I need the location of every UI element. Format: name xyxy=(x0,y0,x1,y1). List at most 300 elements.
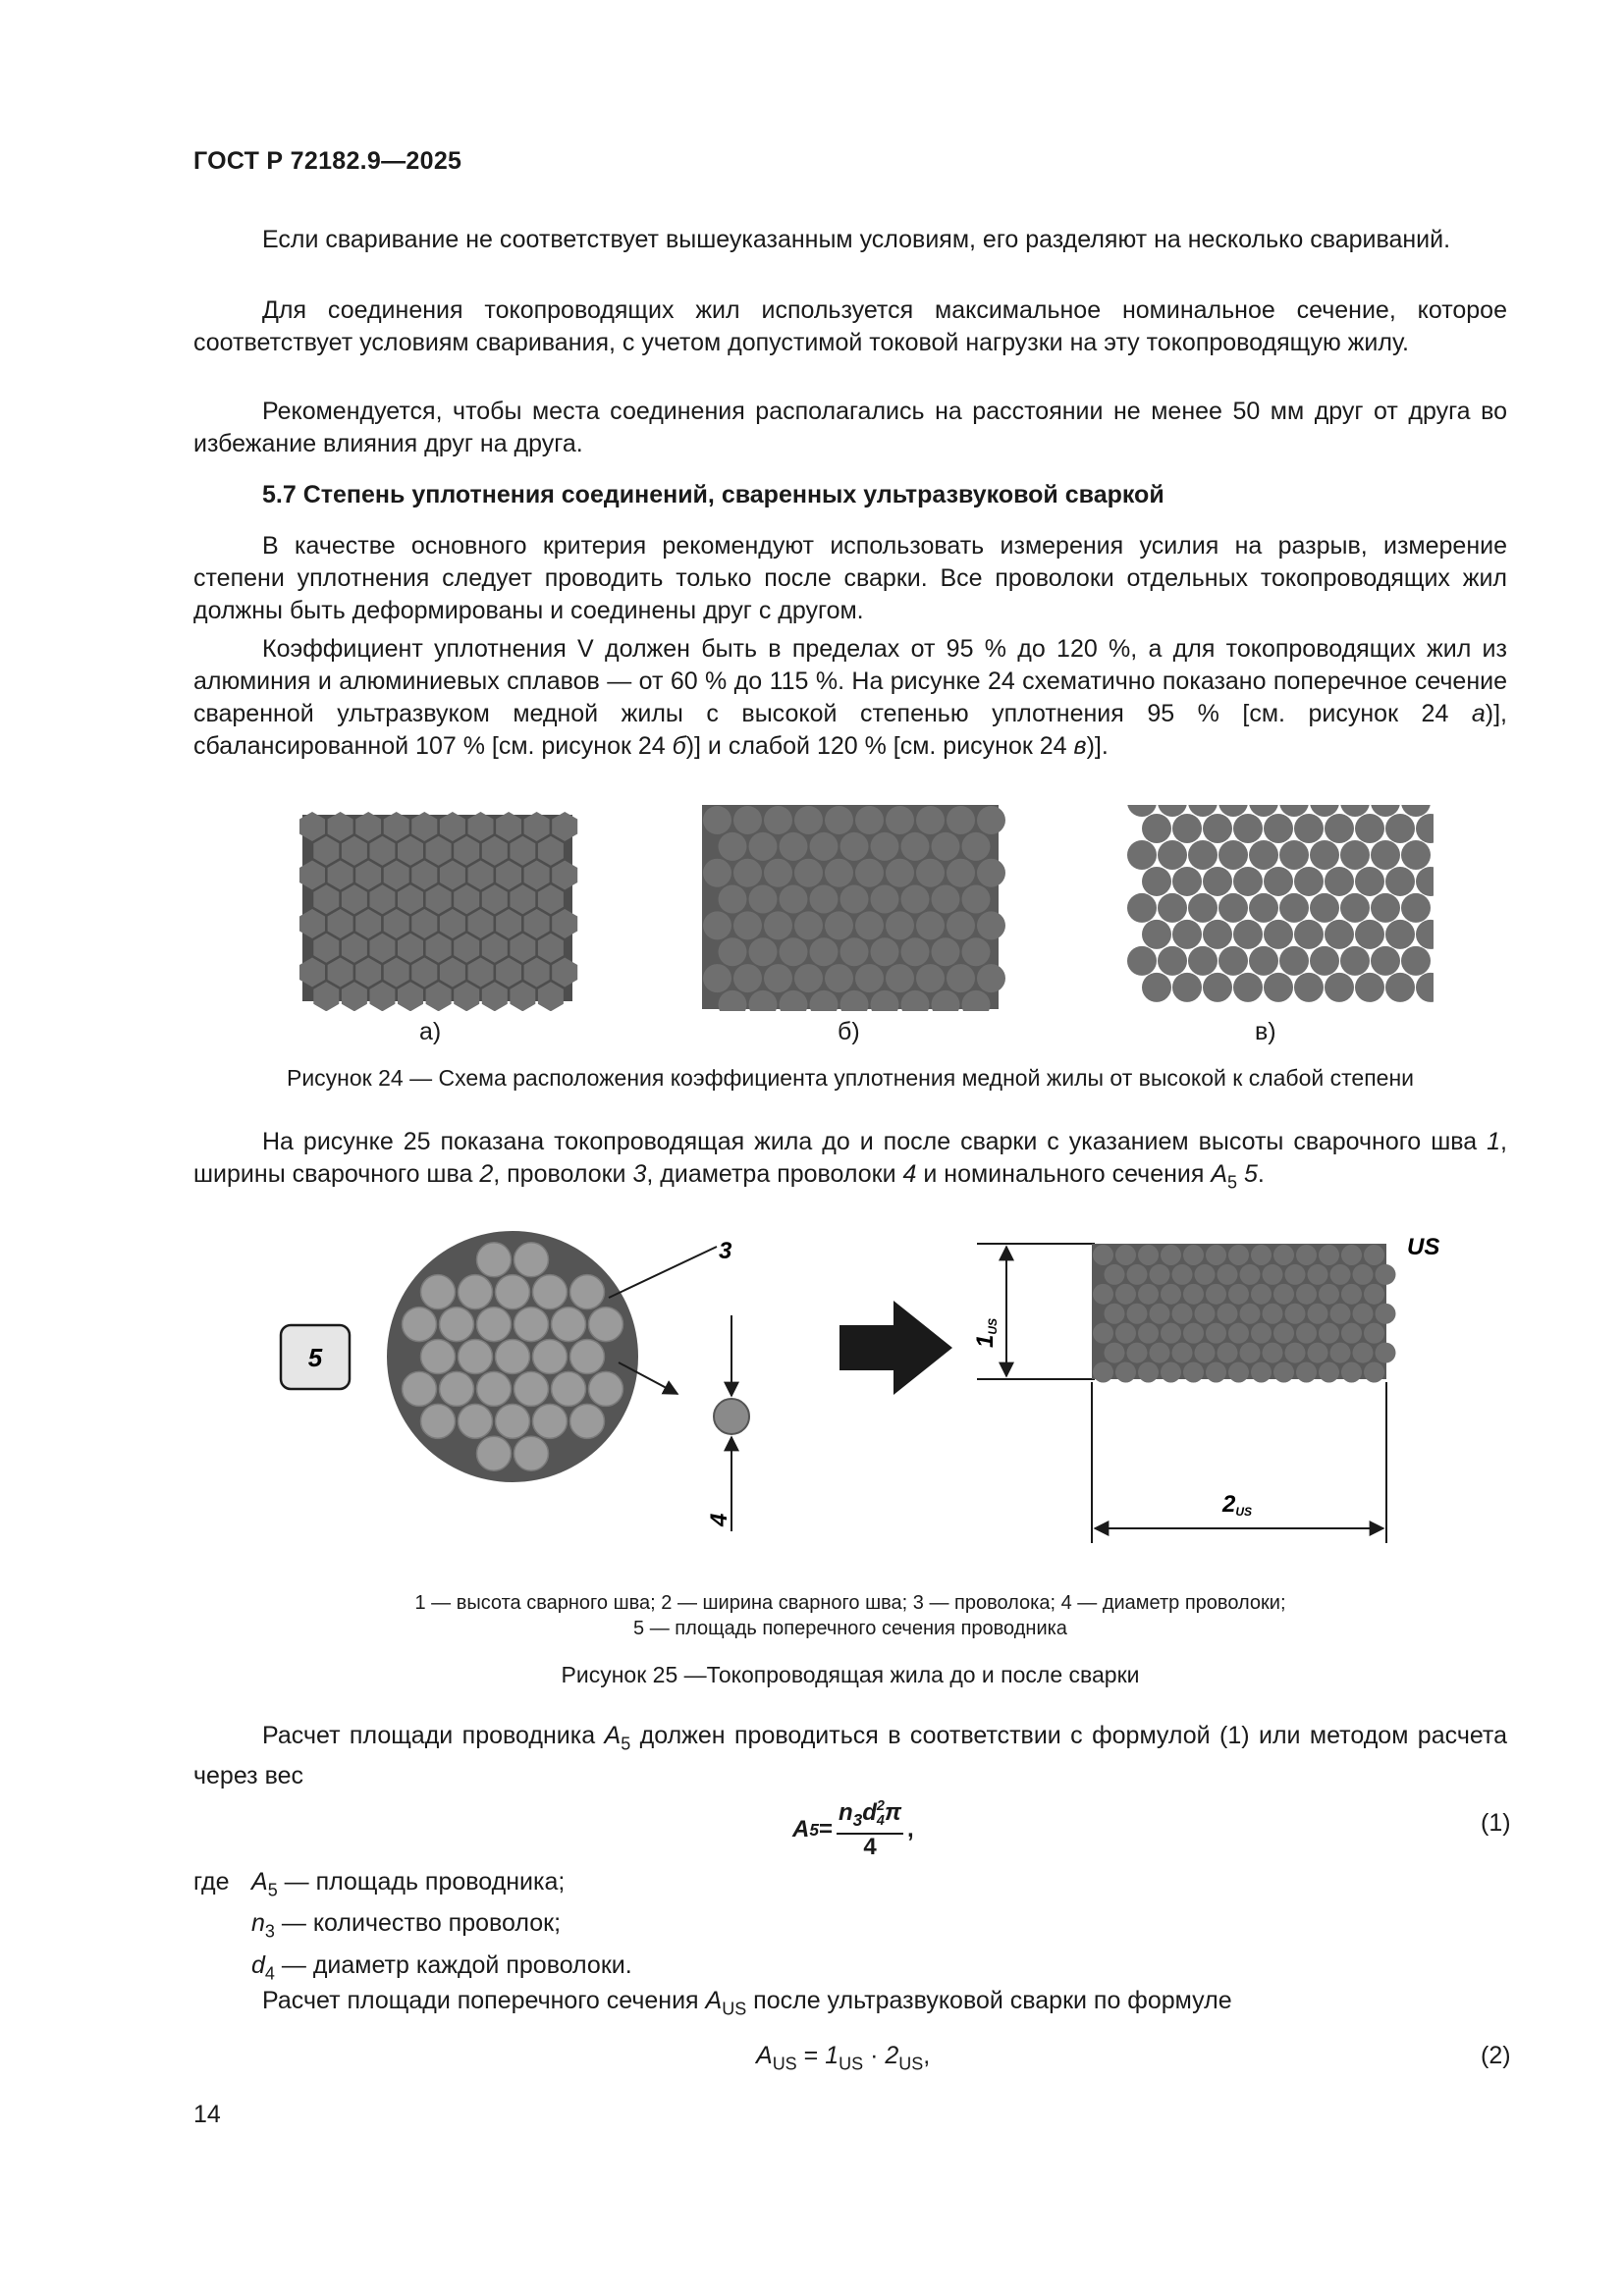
where-item-area: $A_5$ — площадь проводника; xyxy=(251,1868,566,1900)
fig24c-wire xyxy=(1401,946,1431,976)
label-3: 3 xyxy=(719,1238,732,1264)
welded-wire xyxy=(1330,1264,1351,1285)
welded-wire xyxy=(1115,1323,1136,1344)
fig24c-wire xyxy=(1249,840,1278,870)
welded-wire xyxy=(1183,1323,1204,1344)
fig24b-wire xyxy=(749,885,778,914)
fig24b-wire xyxy=(840,885,869,914)
conductor-wire xyxy=(496,1340,530,1374)
fig24c-wire xyxy=(1142,867,1171,896)
fig24b-wire xyxy=(901,885,930,914)
fig24c-wire xyxy=(1188,840,1218,870)
figure-24a-hexagonal-packing xyxy=(299,812,577,1011)
fig24c-wire xyxy=(1340,840,1370,870)
fig24b-wire xyxy=(916,859,945,887)
fig24b-wire xyxy=(764,859,792,887)
fig24b-wire xyxy=(825,911,853,939)
fig24c-wire xyxy=(1264,814,1293,843)
welded-wire xyxy=(1138,1323,1159,1344)
where-item-count: $n_3$ — количество проволок; xyxy=(251,1909,562,1942)
fig24b-wire xyxy=(977,964,1005,992)
welded-wire xyxy=(1251,1284,1272,1305)
welded-wire xyxy=(1308,1343,1328,1363)
welded-wire xyxy=(1115,1284,1136,1305)
document-header: ГОСТ Р 72182.9—2025 xyxy=(193,147,462,175)
fig24c-wire xyxy=(1218,946,1248,976)
welded-wire xyxy=(1285,1264,1306,1285)
welded-wire xyxy=(1296,1284,1317,1305)
fig24b-wire xyxy=(947,806,975,834)
paragraph-intro-1: Если сваривание не соответствует вышеуказанным условиям, его разделяют на несколько свариваний. xyxy=(262,226,1451,253)
welded-wire xyxy=(1183,1245,1204,1265)
welded-wire xyxy=(1206,1245,1226,1265)
conductor-wire xyxy=(421,1275,456,1309)
fig24c-wire xyxy=(1172,920,1202,949)
welded-wire xyxy=(1330,1343,1351,1363)
figure-24c-loose-packing xyxy=(1127,805,1434,1002)
fig24b-wire xyxy=(719,885,747,914)
paragraph-figure-25: На рисунке 25 показана токопроводящая жила до и после сварки с указанием высоты сварочного шва 1, ширины сварочного шва 2, проволоки 3, диаметра проволоки 4 и номинального сечения $A_5$ 5. xyxy=(193,1128,1507,1193)
figure-25-diagram xyxy=(265,1227,1473,1566)
formula-2: $A_{US} = 1_{US} \cdot 2_{US}$, xyxy=(756,2042,931,2074)
welded-wire xyxy=(1115,1245,1136,1265)
fig24b-wire xyxy=(871,937,899,966)
conductor-wire xyxy=(533,1340,568,1374)
conductor-wire xyxy=(477,1436,512,1470)
fig24b-wire xyxy=(855,806,884,834)
welded-wire xyxy=(1127,1264,1148,1285)
welded-wire xyxy=(1183,1284,1204,1305)
fig24b-wire xyxy=(855,911,884,939)
welded-wire xyxy=(1206,1362,1226,1383)
figure-25-caption: Рисунок 25 —Токопроводящая жила до и после сварки xyxy=(561,1662,1140,1687)
welded-wire xyxy=(1251,1362,1272,1383)
formula-1: A 5 = $n_3d$ 2 4 π 4 , xyxy=(792,1798,914,1860)
page-number: 14 xyxy=(193,2101,221,2128)
welded-wire xyxy=(1127,1304,1148,1324)
welded-wire xyxy=(1285,1343,1306,1363)
welded-wire xyxy=(1206,1323,1226,1344)
fig24c-wire xyxy=(1355,867,1384,896)
fig24b-wire xyxy=(780,832,808,861)
welded-wire xyxy=(1138,1284,1159,1305)
fig24b-wire xyxy=(962,937,991,966)
conductor-wire xyxy=(552,1308,586,1342)
single-wire xyxy=(714,1399,749,1434)
figure-24-diagrams xyxy=(295,805,1434,1011)
conductor-wire xyxy=(570,1340,605,1374)
fig24c-wire xyxy=(1279,840,1309,870)
fig24c-wire xyxy=(1371,893,1400,923)
fig24b-wire xyxy=(794,859,823,887)
conductor-wire xyxy=(589,1371,623,1406)
welded-wire xyxy=(1172,1264,1193,1285)
welded-cross-section xyxy=(1092,1244,1396,1383)
paragraph-calculation-2: Расчет площади поперечного сечения $A_{US}$ после ультразвуковой сварки по формуле xyxy=(262,1987,1232,2019)
fig24c-wire xyxy=(1249,893,1278,923)
conductor-wire xyxy=(570,1404,605,1438)
welded-wire xyxy=(1228,1245,1249,1265)
conductor-wire xyxy=(477,1243,512,1277)
fig24c-wire xyxy=(1401,893,1431,923)
fig24c-wire xyxy=(1371,946,1400,976)
conductor-wire xyxy=(459,1404,493,1438)
fig24b-wire xyxy=(719,832,747,861)
where-item-diameter: $d_4$ — диаметр каждой проволоки. xyxy=(251,1950,632,1983)
fig24c-wire xyxy=(1416,867,1434,896)
welded-wire xyxy=(1353,1264,1374,1285)
fig24c-wire xyxy=(1416,814,1434,843)
conductor-wire xyxy=(459,1340,493,1374)
fig24c-wire xyxy=(1172,867,1202,896)
figure-24b-label: б) xyxy=(838,1018,860,1045)
conductor-wire xyxy=(496,1275,530,1309)
welded-wire xyxy=(1251,1245,1272,1265)
welded-wire xyxy=(1376,1343,1396,1363)
fig24b-wire xyxy=(719,937,747,966)
welded-wire xyxy=(1240,1304,1261,1324)
figure-24c-label: в) xyxy=(1255,1018,1276,1045)
paragraph-calculation-1: Расчет площади проводника $A_5$ должен проводиться в соответствии с формулой (1) или методом расчета через вес xyxy=(193,1722,1507,1790)
welded-wire xyxy=(1093,1362,1113,1383)
fig24c-wire xyxy=(1279,893,1309,923)
fig24c-wire xyxy=(1310,946,1339,976)
label-4: 4 xyxy=(706,1513,732,1526)
welded-wire xyxy=(1319,1245,1339,1265)
fig24c-wire xyxy=(1371,840,1400,870)
fig24b-wire xyxy=(886,911,914,939)
fig24b-wire xyxy=(840,832,869,861)
fig24b-wire xyxy=(901,937,930,966)
fig24c-wire xyxy=(1172,973,1202,1002)
fig24b-wire xyxy=(932,832,960,861)
fig24c-wire xyxy=(1188,893,1218,923)
where-word: где xyxy=(193,1868,230,1896)
welded-wire xyxy=(1364,1362,1384,1383)
fig24c-wire xyxy=(1325,867,1354,896)
fig24c-wire xyxy=(1355,973,1384,1002)
fig24c-wire xyxy=(1385,814,1415,843)
fig24c-wire xyxy=(1233,920,1263,949)
fig24c-wire xyxy=(1142,920,1171,949)
welded-wire xyxy=(1341,1323,1362,1344)
fig24c-wire xyxy=(1355,920,1384,949)
conductor-wire xyxy=(477,1308,512,1342)
figure-24b-balanced-packing xyxy=(702,805,1005,1011)
welded-wire xyxy=(1195,1264,1216,1285)
fig24b-wire xyxy=(901,832,930,861)
fig24b-wire xyxy=(794,911,823,939)
welded-wire xyxy=(1319,1362,1339,1383)
conductor-wire xyxy=(533,1404,568,1438)
welded-wire xyxy=(1364,1284,1384,1305)
conductor-wire xyxy=(552,1371,586,1406)
fig24c-wire xyxy=(1416,920,1434,949)
welded-wire xyxy=(1127,1343,1148,1363)
fig24b-wire xyxy=(733,806,762,834)
fig24c-wire xyxy=(1325,920,1354,949)
welded-wire xyxy=(1161,1245,1181,1265)
fig24c-wire xyxy=(1218,893,1248,923)
fig24c-wire xyxy=(1158,893,1187,923)
paragraph-intro-3: Рекомендуется, чтобы места соединения располагались на расстоянии не менее 50 мм друг от друга во избежание влияния друг на друга. xyxy=(193,398,1507,457)
fig24c-wire xyxy=(1142,973,1171,1002)
fig24c-wire xyxy=(1385,920,1415,949)
welded-wire xyxy=(1218,1304,1238,1324)
welded-wire xyxy=(1138,1245,1159,1265)
welded-wire xyxy=(1296,1245,1317,1265)
welded-wire xyxy=(1319,1323,1339,1344)
fig24b-wire xyxy=(825,859,853,887)
area-label-text: 5 xyxy=(307,1343,323,1372)
welded-wire xyxy=(1353,1343,1374,1363)
welded-wire xyxy=(1138,1362,1159,1383)
fig24b-wire xyxy=(886,806,914,834)
fig24b-wire xyxy=(733,911,762,939)
fig24b-wire xyxy=(871,832,899,861)
conductor-wire xyxy=(570,1275,605,1309)
figure-25-legend xyxy=(193,1590,1507,1641)
welded-wire xyxy=(1206,1284,1226,1305)
label-2: 2US xyxy=(1221,1491,1253,1519)
conductor-wire xyxy=(440,1371,474,1406)
conductor-wire xyxy=(421,1340,456,1374)
fig24b-wire xyxy=(840,937,869,966)
conductor-wire xyxy=(514,1243,549,1277)
welded-wire xyxy=(1093,1323,1113,1344)
fig24c-wire xyxy=(1401,840,1431,870)
legend-line-1: 1 — высота сварного шва; 2 — ширина сварного шва; 3 — проволока; 4 — диаметр проволоки; xyxy=(414,1592,1286,1614)
fig24c-wire xyxy=(1385,867,1415,896)
fig24c-wire xyxy=(1127,893,1157,923)
fig24c-wire xyxy=(1127,840,1157,870)
welded-wire xyxy=(1376,1304,1396,1324)
fig24b-wire xyxy=(871,885,899,914)
welded-wire xyxy=(1093,1245,1113,1265)
welded-wire xyxy=(1364,1323,1384,1344)
welded-wire xyxy=(1105,1264,1125,1285)
welded-wire xyxy=(1218,1343,1238,1363)
fig24c-wire xyxy=(1416,973,1434,1002)
section-heading: 5.7 Степень уплотнения соединений, сваренных ультразвуковой сваркой xyxy=(262,481,1164,508)
welded-wire xyxy=(1161,1323,1181,1344)
welded-wire xyxy=(1341,1245,1362,1265)
fig24c-wire xyxy=(1218,840,1248,870)
fig24c-wire xyxy=(1158,946,1187,976)
welded-wire xyxy=(1263,1343,1283,1363)
fig24c-wire xyxy=(1264,973,1293,1002)
fig24c-wire xyxy=(1203,814,1232,843)
legend-line-2: 5 — площадь поперечного сечения проводника xyxy=(633,1618,1067,1639)
welded-wire xyxy=(1353,1304,1374,1324)
section-paragraph-1: В качестве основного критерия рекомендуют использовать измерения усилия на разрыв, измерение степени уплотнения следует проводить только после сварки. Все проволоки отдельных токопроводящих жил должны быть деформированы и соединены друг с другом. xyxy=(193,532,1507,624)
fig24b-wire xyxy=(916,911,945,939)
fig24b-wire xyxy=(794,806,823,834)
fig24c-wire xyxy=(1325,814,1354,843)
welded-wire xyxy=(1251,1323,1272,1344)
welded-wire xyxy=(1195,1304,1216,1324)
welded-wire xyxy=(1240,1264,1261,1285)
fig24c-wire xyxy=(1127,946,1157,976)
fig24b-wire xyxy=(916,806,945,834)
fig24b-wire xyxy=(977,859,1005,887)
section-paragraph-2: Коэффициент уплотнения V должен быть в пределах от 95 % до 120 %, а для токопроводящих жил из алюминия и алюминиевых сплавов — от 60 % до 115 %. На рисунке 24 схематично показано поперечное сечение сваренной ультразвуком медной жилы с высокой степенью уплотнения 95 % [см. рисунок 24 а)], сбалансированной 107 % [см. рисунок 24 б)] и слабой 120 % [см. рисунок 24 в)]. xyxy=(193,635,1507,760)
fig24c-wire xyxy=(1158,840,1187,870)
fig24b-wire xyxy=(810,937,839,966)
welded-wire xyxy=(1273,1284,1294,1305)
welded-wire xyxy=(1308,1264,1328,1285)
fig24b-wire xyxy=(855,964,884,992)
label-us: US xyxy=(1407,1234,1440,1260)
welded-wire xyxy=(1319,1284,1339,1305)
leader-line-3 xyxy=(609,1247,717,1298)
welded-wire xyxy=(1296,1323,1317,1344)
welded-wire xyxy=(1273,1245,1294,1265)
fig24c-wire xyxy=(1355,814,1384,843)
fig24c-wire xyxy=(1172,814,1202,843)
fig24b-wire xyxy=(749,832,778,861)
fig24c-wire xyxy=(1233,973,1263,1002)
fig24c-wire xyxy=(1294,814,1324,843)
conductor-wire xyxy=(514,1436,549,1470)
fig24c-wire xyxy=(1294,867,1324,896)
fig24c-wire xyxy=(1142,814,1171,843)
fig24c-wire xyxy=(1264,867,1293,896)
conductor-wire xyxy=(459,1275,493,1309)
fig24b-wire xyxy=(780,885,808,914)
fig24c-wire xyxy=(1264,920,1293,949)
welded-wire xyxy=(1273,1362,1294,1383)
fig24b-wire xyxy=(977,806,1005,834)
fig24b-wire xyxy=(947,859,975,887)
fig24b-wire xyxy=(764,964,792,992)
welded-wire xyxy=(1195,1343,1216,1363)
welded-wire xyxy=(1228,1284,1249,1305)
formula-2-number: (2) xyxy=(1481,2042,1511,2069)
fig24c-wire xyxy=(1325,973,1354,1002)
where-list xyxy=(251,1865,632,1990)
fig24c-wire xyxy=(1233,867,1263,896)
welded-wire xyxy=(1172,1304,1193,1324)
figure-24-caption: Рисунок 24 — Схема расположения коэффициента уплотнения медной жилы от высокой к слабой степени xyxy=(286,1065,1414,1091)
fig24b-wire xyxy=(749,937,778,966)
fig24b-wire xyxy=(916,964,945,992)
conductor-wire xyxy=(421,1404,456,1438)
fig24b-wire xyxy=(855,859,884,887)
fig24c-wire xyxy=(1249,946,1278,976)
fig24c-wire xyxy=(1310,840,1339,870)
fig24b-wire xyxy=(703,806,731,834)
fig24b-wire xyxy=(962,885,991,914)
welded-wire xyxy=(1105,1304,1125,1324)
fig24c-wire xyxy=(1203,973,1232,1002)
fig24c-wire xyxy=(1294,920,1324,949)
label-1-group xyxy=(972,1318,1000,1348)
welded-wire xyxy=(1161,1362,1181,1383)
welded-wire xyxy=(1341,1284,1362,1305)
welded-wire xyxy=(1172,1343,1193,1363)
fig24b-wire xyxy=(977,911,1005,939)
fig24c-wire xyxy=(1294,973,1324,1002)
welded-wire xyxy=(1364,1245,1384,1265)
formula-1-numerator: $n_3d$ 2 4 π xyxy=(837,1799,903,1835)
welded-wire xyxy=(1150,1304,1170,1324)
welded-wire xyxy=(1228,1323,1249,1344)
fig24c-wire xyxy=(1279,946,1309,976)
conductor-wires xyxy=(403,1243,623,1470)
fig24b-wire xyxy=(810,832,839,861)
fig24b-wire xyxy=(733,964,762,992)
fig24b-wire xyxy=(932,885,960,914)
figure-24a-label: а) xyxy=(419,1018,442,1045)
fig24c-wire xyxy=(1233,814,1263,843)
welded-wire xyxy=(1273,1323,1294,1344)
formula-1-denominator: 4 xyxy=(863,1833,877,1860)
welded-wire xyxy=(1093,1284,1113,1305)
fig24b-wire xyxy=(733,859,762,887)
welded-wire xyxy=(1218,1264,1238,1285)
paragraph-intro-2: Для соединения токопроводящих жил используется максимальное номинальное сечение, которое соответствует условиям сваривания, с учетом допустимой токовой нагрузки на эту токопроводящую жилу. xyxy=(193,296,1507,356)
welded-wire xyxy=(1150,1343,1170,1363)
conductor-wire xyxy=(589,1308,623,1342)
conductor-wire xyxy=(533,1275,568,1309)
welded-wire xyxy=(1308,1304,1328,1324)
fig24b-wire xyxy=(962,832,991,861)
fig24c-wire xyxy=(1340,893,1370,923)
welded-wire xyxy=(1228,1362,1249,1383)
fig24b-wire xyxy=(825,806,853,834)
fig24b-wire xyxy=(794,964,823,992)
fig24c-wire xyxy=(1385,973,1415,1002)
conductor-wire xyxy=(440,1308,474,1342)
welded-wire xyxy=(1150,1264,1170,1285)
welded-wire xyxy=(1330,1304,1351,1324)
fig24b-wire xyxy=(947,911,975,939)
formula-1-fraction xyxy=(837,1799,903,1860)
welded-wire xyxy=(1296,1362,1317,1383)
welded-wire xyxy=(1161,1284,1181,1305)
fig24c-wire xyxy=(1188,946,1218,976)
welded-wire xyxy=(1105,1343,1125,1363)
fig24b-wire xyxy=(703,964,731,992)
fig24b-wire xyxy=(886,859,914,887)
welded-wire xyxy=(1115,1362,1136,1383)
fig24b-wire xyxy=(703,859,731,887)
welded-wire xyxy=(1341,1362,1362,1383)
formula-1-number: (1) xyxy=(1481,1809,1511,1837)
fig24b-wire xyxy=(886,964,914,992)
fig24b-wire xyxy=(764,806,792,834)
welded-wire xyxy=(1376,1264,1396,1285)
welded-wire xyxy=(1183,1362,1204,1383)
fig24b-wire xyxy=(825,964,853,992)
fig24b-wire xyxy=(764,911,792,939)
fig24b-wire xyxy=(932,937,960,966)
welded-wire xyxy=(1285,1304,1306,1324)
conductor-wire xyxy=(496,1404,530,1438)
conductor-wire xyxy=(514,1308,549,1342)
fig24c-wire xyxy=(1203,920,1232,949)
process-arrow xyxy=(839,1301,952,1395)
conductor-wire xyxy=(403,1371,437,1406)
fig24b-wire xyxy=(810,885,839,914)
conductor-wire xyxy=(403,1308,437,1342)
welded-wire xyxy=(1263,1304,1283,1324)
fig24c-wire xyxy=(1310,893,1339,923)
fig24b-wire xyxy=(703,911,731,939)
fig24b-wire xyxy=(947,964,975,992)
conductor-wire xyxy=(477,1371,512,1406)
